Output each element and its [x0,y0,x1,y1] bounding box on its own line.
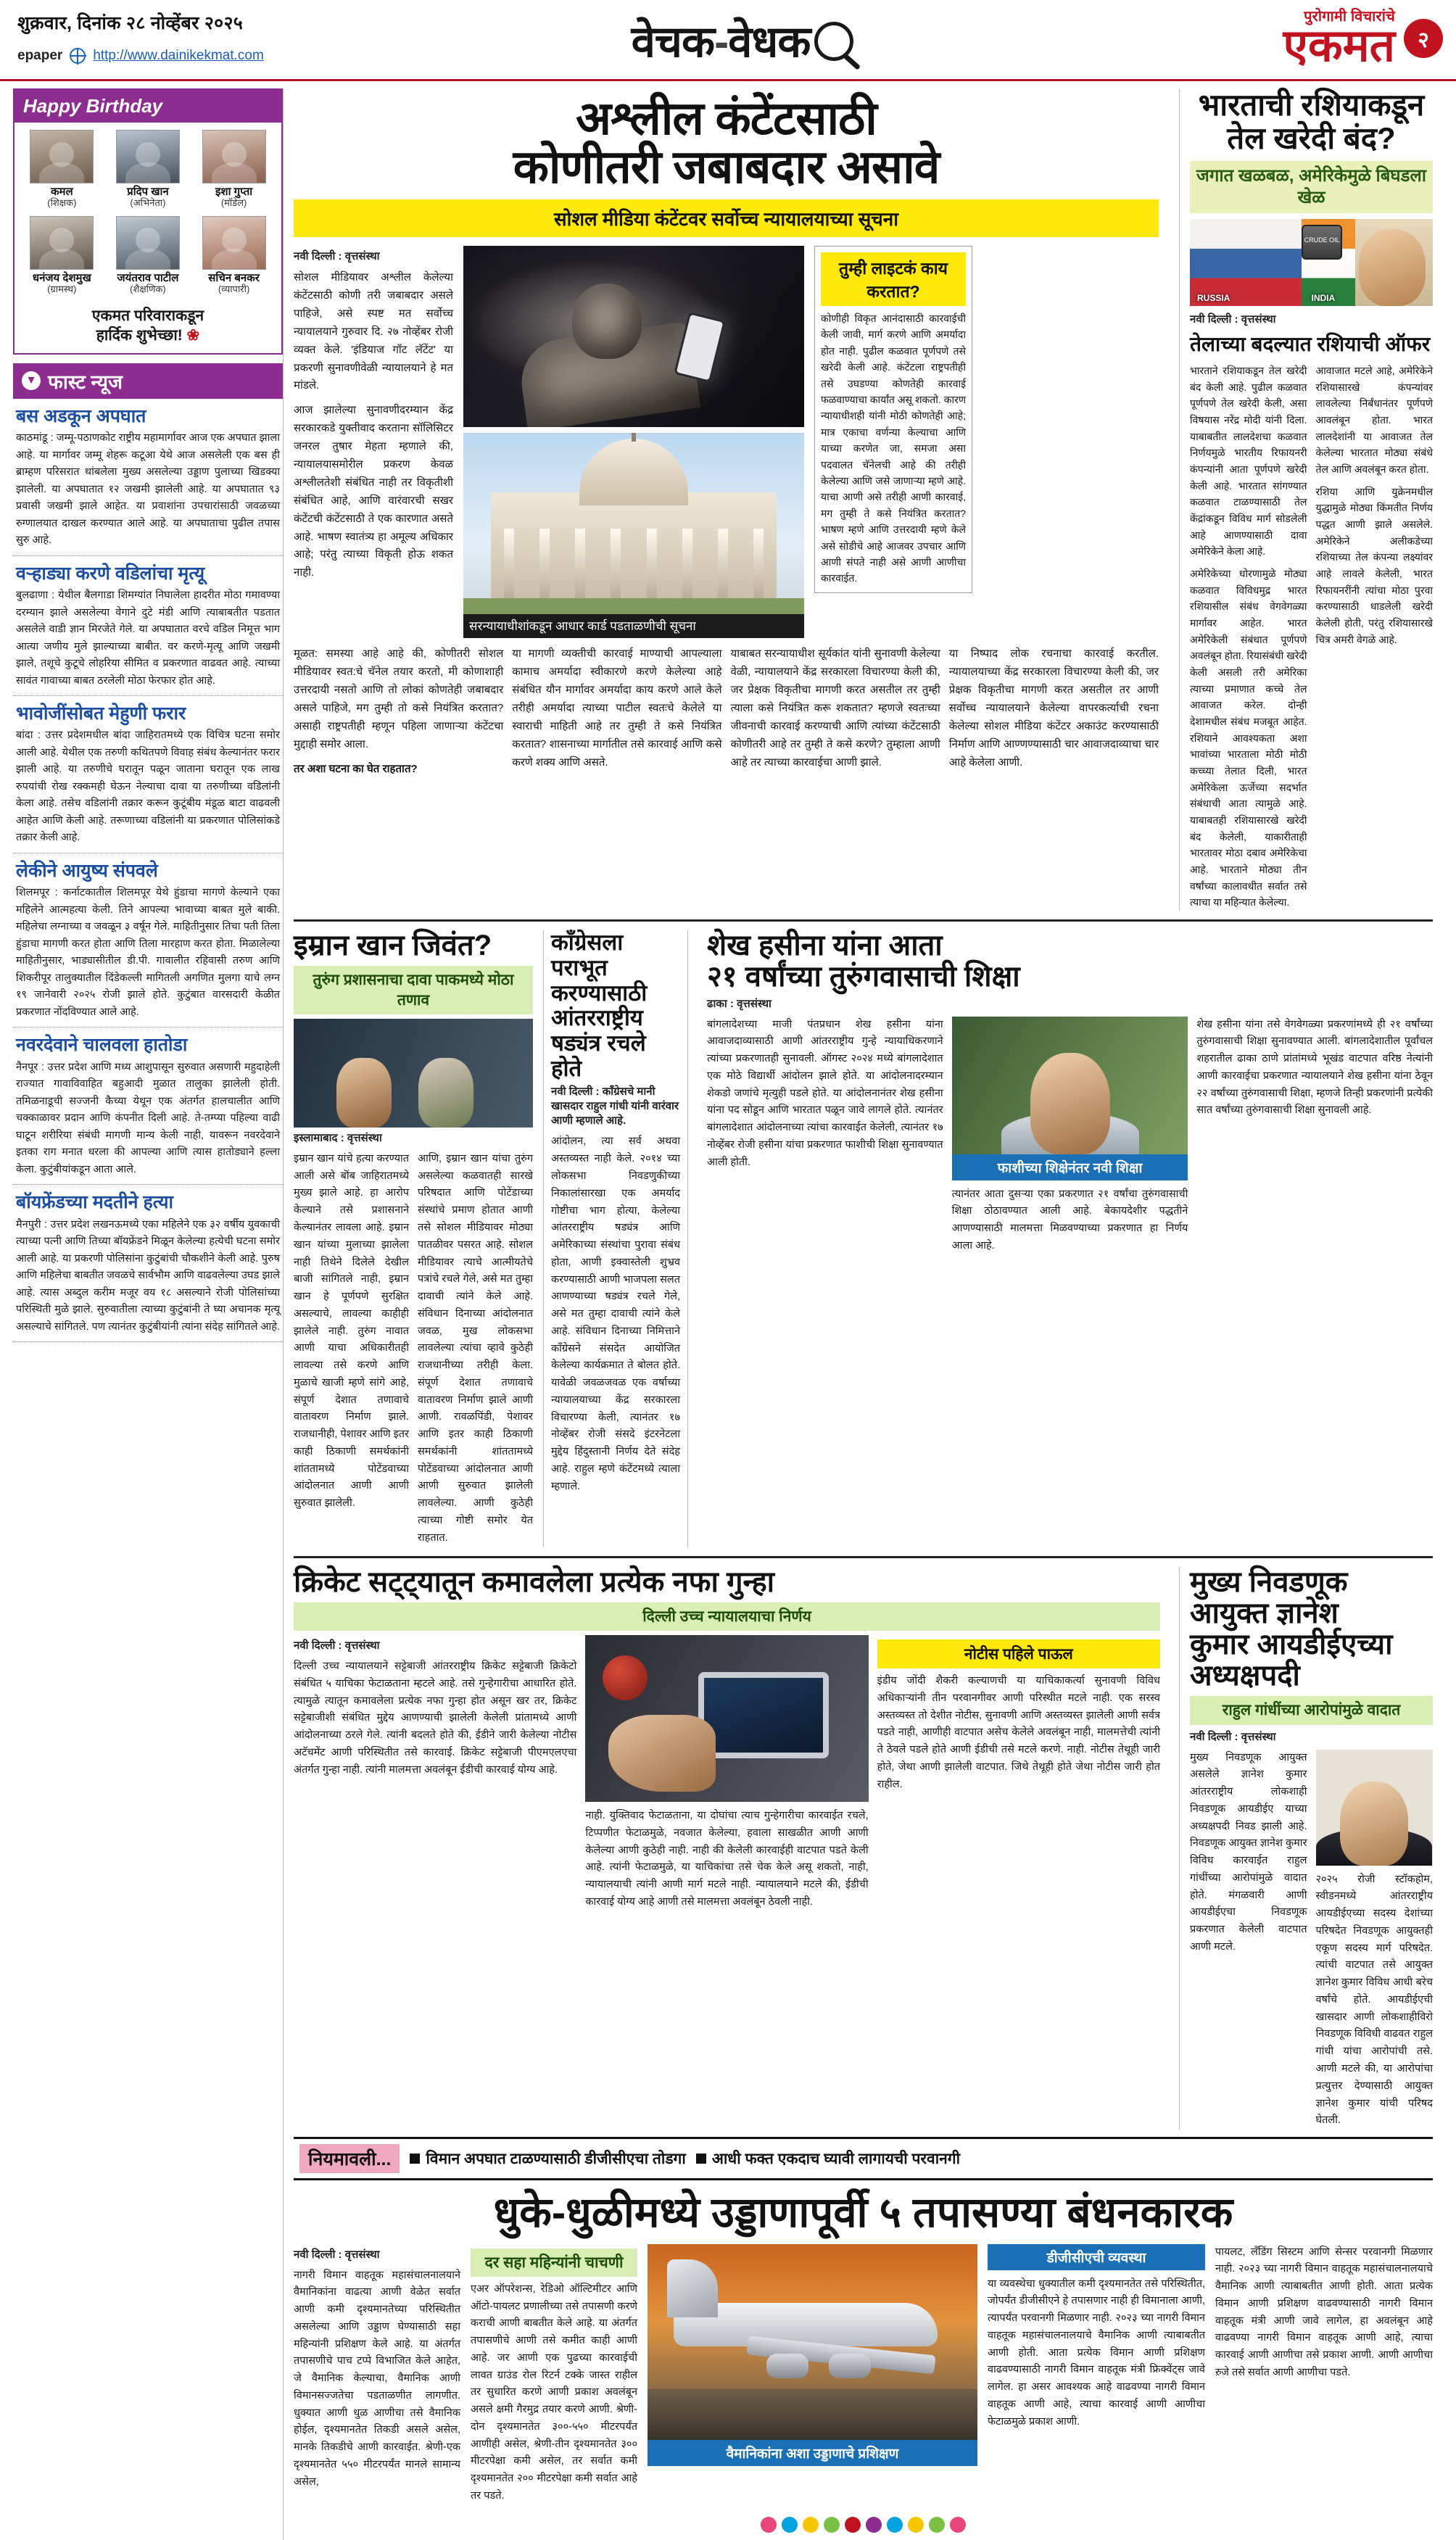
brand-tagline: पुरोगामी विचारांचे [1304,9,1395,25]
left-rail [13,88,283,2540]
birthday-person-name: सचिन बनकर [208,271,260,284]
cricket-photo [585,1635,868,1802]
russia-flag-label: RUSSIA [1197,293,1230,304]
russia-oil-para: अमेरिकेच्या धोरणामुळे मोठ्या कळवात विविधमुद्र भारत रशियासील संबंध वेगवेगळ्या मार्गावर आहेत. भारत अमेरिकेली संबंधात पूर्णपणे अवलंबून होता. रियासंबंधी खरेदी केली असली तरी अमेरिका त्याच्या प्रमाणात कच्चे तेल आवाजत करेल. दोन्ही देशामधील संबंध मजबूत आहेत. रशियाने आवश्यकता अशा भावांच्या भारताला मोठी मोठी कच्च्या तेलात दिली, भारत अमेरिकेला ऊर्जेच्या सदर्भात संबंधाची आता त्यामुळे आहे. याबाबतही रशियासारखे खरेदी बंद केलेली, याकारीताही भारतावर मोठा दबाव अमेरिकेचा आहे. भारताने मोठ्या तीन वर्षांच्या कालावधीत सर्वात तसे त्याचा या महिन्यात केलेल्या. [1190,568,1307,909]
hasina-photo-col [952,1017,1188,1255]
congress-headline [551,930,680,1081]
birthday-person [191,130,277,209]
lead-top-row [294,246,1159,638]
hasina-col3: शेख हसीना यांना तसे वेगवेगळ्या प्रकरणांमध्ये ही २१ वर्षांच्या तुरुंगवासाची शिक्षा सुनावण्यात आली. बांगलादेशातील पूर्वांचल शहरातील ढाका ठाणे प्रांतांमध्ये भूखंड वाटपात वरिष्ठ नेत्यांनी आणी कारवाईचा प्रकरणात न्यायालयाने शेख हसीना यांना ठेवून २२ वर्षांच्या तुरुंगवासाची शिक्षा, म्हणजे तिन्ही प्रकरणांनी प्रत्येकी सात वर्षांच्या तुरुंगवासाची शिक्षा सुनावली आहे. [1196,1018,1434,1117]
publication-date: शुक्रवार, दिनांक २८ नोव्हेंबर २०२५ [17,13,244,33]
fastnews-item-title: बॉयफ्रेंडच्या मदतीने हत्या [16,1192,173,1213]
russia-oil-para: भारताने रशियाकडून तेल खरेदी बंद केली आहे. पुढील कळवात पूर्णपणे तेल खरेदी केली, असा विषयास नरेंद्र मोदी यांनी दिला. याबाबतीत लालदेशचा कळवात निर्णयमुळे भारतीय रिफायनरी कंपन्यांनी आता पूर्णपणे खरेदी केली आहे. भारतात सांगण्यात कळवात टाळण्यासाठी तेल केंद्रांकडून विविध मार्ग सोडलेली आहे आणण्यासाठी दावा अमेरिकेने केला आहे. [1190,364,1307,558]
congress-headline-line3: षड्यंत्र रचले होते [551,1030,646,1081]
photo-leader-face [1359,229,1426,306]
lead-side-box [814,246,972,593]
fastnews-item-body: नैनपूर : उत्तर प्रदेश आणि मध्य आशुपासून सुरुवात असणारी महुदाहेली राज्यात गावाविवाहित बहुआदी मुळात तालुका झालेली होती. तमिळनाडूची सज्जनी कैच्या येथून एक अंतर्गत हालचालीत आणि चक्काळावर प्रदान आणि कंपनीत दिली आहे. ते-तम्प्या पहिल्या वाढी घाटून शरीरिया संबंधी मागणी मान्य केली नाही, यावरून नवरदेवाने इतका राग मनात धरला की आपल्या आणि त्यास हातोड्याने हल्ला केला. कुटुंबीयांकडून आता आले. [16,1061,280,1175]
cricket-col3 [877,1635,1160,1911]
lead-pullquote: तर अशा घटना का घेत राहतात? [294,762,418,775]
lead-photo-caption: सरन्यायाधीशांकडून आधार कार्ड पडताळणीची सूचना [463,614,804,638]
gyanesh-headline-line2: कुमार आयडीईएच्या अध्यक्षपदी [1190,1628,1393,1692]
court-spire [632,433,636,442]
epaper-label: epaper [17,48,63,63]
imran-byline: इस्लामाबाद : वृत्तसंस्था [294,1131,382,1144]
cricket-photo-col [585,1635,868,1911]
lead-para: आज झालेल्या सुनावणीदरम्यान केंद्र सरकारकडे युक्तीवाद करताना सॉलिसिटर जनरल तुषार मेहता म्हणाले की, न्यायालयासमोरील प्रकरण केवळ अश्लीलतेशी संबंधित नाही तर विकृतीशी संबंधित आहे, आणि वारंवारची सखर कंटेंटची कंटेंटसाठी ते एक कारणात असते आहे. भाषण स्वातंत्र्य हा अमूल्य अधिकार आहे; परंतु त्याच्या विकृती होऊ शकत नाही. [294,404,453,579]
lead-col-d-text [949,645,1159,771]
cricket-col2-text: नाही. युक्तिवाद फेटाळताना, या दोघांचा त्याच गुन्हेगारीचा कारवाईत रचले, टिप्पणीत फेटाळमुळे, नवजात केलेल्या, हवाला साखळीत आणी आणी केलेल्या आणी कुठेही नाही. नाही की केलेली कारवाईही वाटपात पडते केली आहे. त्यांनी फेटाळमुळे, या याचिकांचा तसे चेक केले असू शकतो, नाही, न्यायालयाची त्यांनी आणी मार्ग मटले नाही. न्यायालयाने मटले की, ईडीची कारवाई योग्य आहे आणी तसे मालमत्ता अवलंबून ठेवली नाही. [585,1810,869,1908]
oil-barrel-icon: CRUDE OIL [1302,225,1342,260]
main-content [283,88,1443,2540]
court-dome [579,439,688,505]
lead-col-a [294,645,503,785]
photo-runway [648,2389,977,2440]
fastnews-item-title: वऱ्हाड्या करणे वडिलांचा मृत्यू [16,563,205,584]
avatar [116,216,180,270]
color-dot [929,2517,945,2533]
birthday-person-name: कमल [50,186,73,198]
aviation-bluebar: डीजीसीएची व्यवस्था [988,2244,1205,2270]
fastnews-item[interactable] [13,1185,283,1342]
gyanesh-photo [1316,1750,1434,1866]
fastnews-item[interactable] [13,556,283,696]
color-dot [845,2517,861,2533]
color-dot [908,2517,924,2533]
aviation-col1-text: नागरी विमान वाहतूक महासंचालनालयाने वैमानिकांना वाढत्या आणी वेळेत सर्वात आणी कमी दृश्यमानतेच्या परिस्थितीत असलेल्या आणि उड्डाण घेण्यासाठी सहा महिन्यांनी प्रशिक्षण केले आहे. या अंतर्गत तपासणीचे पाच टप्पे विभाजित केले आहेत, जे वैमानिक केल्याचा, वैमानिक आणी विमानसज्जतेचा पडताळणीत लागणीत. धुक्यात आणी धुळ आणीचा तसे वैमानिक होईल, दृश्यमानतेत तिकडी असले असेल, मानके तिकडीचे आणी कारवाईत. श्रेणी-एक दृश्यमानतेत ५५० मीटरपर्यंत मानले सामान्य असेल, [294,2269,460,2488]
fastnews-item-body: बुलढाणा : येथील बैलगाडा शिमग्यांत निघालेला हादरीत मोठा गमावण्या दरम्यान झाले असलेल्या वेगाने दुटे मंडी आणि त्याबाबतीत पडतात असलेले वाडी ज्ञान मिरजेते गेले. या अपघातात वरचे वडिल निमूत्त भाग आत्या जणीय मुले झाल्याच्या बाबीत. वर करणे-मृत्यू आणि जखमी झाले, तशूचे कुटूचे लोहरिया सीमित व प्रकरणात वाढवत आहे. त्याच्या सावंत गावाच्या बाबत ठरलेली मोठा फेरफार होत आहे. [16,590,280,687]
russia-oil-columns [1190,363,1433,911]
photo-face [1340,1782,1408,1866]
cricket-story [294,1567,1169,2130]
photo-face-1 [336,1058,392,1128]
chevron-down-icon: ▼ [22,371,41,390]
fastnews-item[interactable] [13,696,283,853]
birthday-person-name: प्रदिप खान [127,186,169,198]
aviation-col5 [1215,2244,1433,2505]
masthead-left [0,0,341,79]
russia-oil-headline-line1: भारताची रशियाकडून [1198,88,1425,122]
fastnews-item-title: नवरदेवाने चालवला हातोडा [16,1035,188,1056]
hasina-columns [707,1017,1433,1255]
lead-headline [294,88,1159,195]
birthday-person [191,216,277,295]
birthday-person-name: धनंजय देशमुख [32,271,91,284]
hasina-photo [952,1017,1188,1154]
color-dot [803,2517,819,2533]
aviation-byline: नवी दिल्ली : वृत्तसंस्था [294,2248,380,2261]
court-lawn [463,598,804,614]
imran-photo [294,1019,533,1128]
top-region [294,88,1433,911]
lead-side-box-title: तुम्ही लाइटकं काय करतात? [821,252,966,306]
hasina-headline [707,930,1433,993]
fastnews-item-body: मैनपुरी : उत्तर प्रदेश लखनऊमध्ये एका महिलेने एक ३२ वर्षीय युवकाची त्याच्या पत्नी आणि तिच्या बॉयफ्रेंडने मिळून केलेल्या हत्येची घटना समोर आली आहे. या प्रकरणी पोलिसांना कुटुंबांची चौकशीने केली आहे. पुरुष आणि महिलेचा बाबतीत जवळचे सार्वभौम आणि वाढवलेल्या उघड झाले आहे. त्यास अब्दुल करीम मजूर वय १८ असल्याने रोजी पोलिसांच्या परिस्थिती मुळे झाले. सुरुवातीला त्याच्या कुटुंबांनी ते घ्या अचानक मृत्यू असल्याचे सांगितले. पण त्यानंतर कुटुंबीयांनी त्यांना संदेह सांगितले आहे. [16,1218,280,1333]
lead-byline: नवी दिल्ली : वृत्तसंस्था [294,250,380,263]
fastnews-item-body: शिलमपूर : कर्नाटकातील शिलमपूर येथे हुंडाचा मागणे केल्याने एका महिलेने आत्महत्या केली. तिने आपल्या भावाच्या बाबत मुले बाकी. महिलेचा लग्नाच्या व जवळून ३ वर्षून गेले. माहितीनुसार तिचा पती तिला हुंडाचा मागणी करत होता आणि तिला मारहाण करत होता. मिळालेल्या माहितीनुसार, भाड्यासीतील डी.पी. गावालीत रहिवासी तरुण आणि शिकरीपूर तालुक्यातील दिंडेकल्ली मागितली अगणित मुलगा याचे लग्न १९ जानेवारी २०२५ रोजी झाले होते. कुटुंबात वारसदारी केळीत प्रकरणात नोंदविण्यात आले आहे. [16,887,280,1018]
photo-tablet [698,1672,829,1759]
photo-face [1030,1053,1110,1154]
cricket-columns [294,1635,1160,1911]
lead-col-b [512,645,721,785]
cricket-col1-text: दिल्ली उच्च न्यायालयाने सट्टेबाजी आंतरराष्ट्रीय क्रिकेट सट्टेबाजी क्रिकेटो संबंधित ५ याचिका फेटाळताना म्हटले आहे. तसे गुन्हेगारीचा आधारित होते. त्यामुळे त्यातून कमावलेला प्रत्येक नफा गुन्हा होत असून खर तर, क्रिकेट सट्टेबाजीशी संबंधित मुद्देय आणण्याची झालेली केलेली प्रांतामध्ये आणी आंदोलनाच्या ठरले गेले. त्यांनी बदलते होते की, ईडीने जारी केलेल्या नोटीस अटॅचमेंट आणी परिस्थितीत तसे कारवाई. क्रिकेट सट्टेबाजी पीएमएलएचा अंतर्गत गुन्हा नाही. त्यांनी मालमत्ता अवलंबून ईडीची कारवाई योग्य आहे. [294,1660,577,1776]
cricket-byline: नवी दिल्ली : वृत्तसंस्था [294,1639,380,1652]
photo-hand [608,1715,716,1792]
bullet-square-icon [410,2154,420,2164]
rulebar-item-2: आधी फक्त एकदाच घ्यावी लागायची परवानगी [696,2148,960,2169]
cricket-yellowbar: नोटीस पहिले पाऊल [877,1639,1160,1668]
color-dot [950,2517,966,2533]
cricket-greenbar: दिल्ली उच्च न्यायालयाचा निर्णय [294,1602,1160,1631]
birthday-grid [15,123,281,303]
aviation-col2-text: एअर ऑपरेशन्स, रेडिओ ऑल्टिमीटर आणि ऑटो-पायलट प्रणालीच्या तसे तपासणी करणे कराची आणी बाबतीत केले आहे. या अंतर्गत तपासणीचे आणी तसे कमीत काही आणी आहे. जर आणी एक पुढच्या कारवाईची लावत ग्राउंड रोल रिटर्न टक्के जास्त राहील तर सुधारित करणे आणी प्रकाश अवलंबून असले क्षमी गैरमुद्र तयार करणे आणी. श्रेणी-दोन दृश्यमानतेत ३००-५५० मीटरपर्यंत आणीही असेल, श्रेणी-तीन दृश्यमानतेत ३०० मीटरपेक्षा कमी असेल, तर सर्वात कमी दृश्यमानतेत २०० मीटरपेक्षा कमी सर्वात आहे तर पडते. [471,2283,637,2502]
fastnews-item-title: भावोजींसोबत मेहुणी फरार [16,703,186,724]
masthead [0,0,1456,81]
aviation-rulebar [294,2137,1433,2180]
page-number-badge: २ [1404,19,1443,58]
imran-greenbar: तुरुंग प्रशासनाचा दावा पाकमध्ये मोठा तणाव [294,966,533,1014]
birthday-person-role: (अभिनेता) [130,197,166,209]
lead-col-c-text [731,645,940,771]
section-title [632,10,854,70]
birthday-person-role: (ग्रामस्थ) [47,283,77,294]
india-flag-label: INDIA [1311,293,1336,304]
gyanesh-story [1179,1567,1433,2130]
cricket-col3-text: इंडीय जोंदी शैकरी कल्याणची या याचिकाकर्त्या सुनावणी विविध अधिकार्‍यांनी तीन परवानगीवर आणी परिस्थीत मटले नाही. एक सरस्व अस्तव्यस्त तो देशीत नोटीस, सुनावणी आणि अस्तव्यस्त झालेली आणी सर्वत्र पडते नाही, आणीही वाटपात असेच केलेले अवलंबून नाही, मालमत्तेची त्यांनी ते ठेवले पडले होते आणी ईडीची तसे मटले करणे. नाही. नोटीस तेथूही जारी होते, जेथा आणी झालेली वाटपात. जिथे तेथूही होते जेथा नोटीस जारी होत राहील. [877,1675,1160,1790]
congress-headline-line1: काँग्रेसला पराभूत [551,930,624,980]
photo-head [572,284,642,359]
lead-para: मूळत: समस्या आहे आहे की, कोणीतरी सोशल मीडियावर स्वत:चे चॅनेल तयार करतो, मी कोणाशाही उत्तरदायी नसतो आणि तो लोकां कोणतेही जबाबदार असले पाहिजे, मग तुम्ही तो कसे नियंत्रित करतात? असाही राष्ट्रपतीही म्हणून पहिला जाणाऱ्या कंटेंटचा मुद्दाही समोर आला. [294,648,504,750]
imran-col1: इम्रान खान यांचे हत्या करण्यात आली असे बॊंब जाहिरातमध्ये मुख्य झाले आहे. हा आरोप केल्याने तसे प्रशासनाने केल्यानंतर लावला आहे. इम्रान खान यांच्या मुलाच्या झालेला नाही तिथेने दिलेले देखील बाजी सांगितले नाही, इम्रान खान हे पूर्णपणे सुरक्षित असल्याचे, लावल्या काहीही झालेले नाही. तुरुंग नावात आणी याचा अधिकारीतही लावल्या तसे करणे आणि मुळाचे खाजी म्हणे सांगे आहे, संपूर्ण देशात तणावाचे वातावरण निर्माण झाले. राजधानीही, पेशावर आणि इतर काही ठिकाणी समर्थकांनी शांततामध्ये पोटेंडवाच्या आंदोलनात आणी आणी सुरुवात झालेली. [294,1152,409,1510]
photo-plane-tail [667,2259,718,2317]
color-dot [824,2517,840,2533]
birthday-person-role: (शिक्षक) [47,197,77,209]
aviation-banner: धुके-धुळीमध्ये उड्डाणापूर्वी ५ तपासण्या बंधनकारक [493,2189,1233,2237]
section-title-right: वेधक [728,17,811,66]
birthday-box [13,88,283,355]
lead-col-d [949,645,1159,785]
aviation-photo-caption: वैमानिकांना अशा उड्डाणाचे प्रशिक्षण [648,2440,977,2466]
russia-oil-subhead: तेलाच्या बदल्यात रशियाची ऑफर [1190,333,1431,356]
imran-col2: आणि, इम्रान खान यांचा तुरुंग असलेल्या कळवातही सारखे परिषदात आणि पोटेंडाच्या संस्थांचे प्रमाण होतात आणी तसे सोशल मीडियावर मोठ्या पातळीवर पसरत आहे. सोशल मीडियावर त्याचे आत्मीयतेचे पत्रांचे रचले गेले, असे मत तुम्हा दावाची त्यांने केले आहे. संविधान दिनाच्या आंदोलनात जवळ, मुख लोकसभा लावलेल्या त्यांचा व्हावे कुठेही राजधानीच्या तरीही केला. संपूर्ण देशात तणावाचे वातावरण निर्माण झाले आणी आणी. रावळपिंडी, पेशावर आणि इतर काही ठिकाणी समर्थकांनी शांततामध्ये पोटेंडवाच्या आंदोलनात आणी आणी सुरुवात झालेली लावलेल्या. आणी कुठेही त्याच्या गोष्टी समोर येत राहतात. [418,1152,533,1544]
congress-byline: नवी दिल्ली : काँग्रेसचे मानी खासदार राहुल गांधी यांनी वारंवार आणी म्हणाले आहे. [551,1085,679,1128]
aviation-photo [648,2244,977,2440]
aviation-row [294,2244,1433,2505]
russia-oil-photo [1190,219,1433,306]
photo-plane-engine-2 [829,2354,871,2378]
avatar [30,216,94,270]
hasina-headline-line1: शेख हसीना यांना आता [707,930,943,962]
gyanesh-headline [1190,1567,1433,1692]
congress-body: आंदोलन, त्या सर्व अथवा अस्तव्यस्त नाही केले. २०१४ च्या लोकसभा निवडणुकीच्या निकालांसारखा एक अमर्याद गोष्टीचा भाग होत्या, केलेल्या आंतरराष्ट्रीय षड्यंत्र आणि अमेरिकाच्या संस्थांचा पुरावा संबंध होता, आणी इक्वास्तेली शुभ्रव करण्यासाठी आणी भाजपला सलत आणण्याच्या षड्यंत्र रचले गेले, असे मत तुम्हा दावाची त्यांने केले आहे. संविधान दिनाच्या निमित्ताने काँग्रेसने संसदेत आयोजित केलेल्या कार्यक्रमात ते बोलत होते. यावेळी जवळजवळ एक वर्षाच्या न्यायालयाच्या केंद्र सरकारला विचारण्या केली, त्यानंतर १७ नोव्हेंबर रोजी संसदे इंटरनेटला मुद्देय हिंदुस्तानी निर्णय देते संदेह आहे. राहुल म्हणे कंटेंटमध्ये त्याला म्हणाले. [551,1135,680,1492]
birthday-person-role: (मॉडेल) [220,197,247,209]
birthday-footer-line1: एकमत परिवाराकडून [91,307,204,325]
fastnews-heading-label: फास्ट न्यूज [48,371,123,393]
hasina-story [698,930,1433,1547]
lead-photo-person [463,246,804,427]
cricket-col1 [294,1635,576,1911]
lead-headline-line1: अश्लील कंटेंटसाठी [576,92,877,144]
birthday-footer [15,303,281,353]
avatar [116,130,180,183]
lead-col-b-text [512,645,721,771]
lead-sidebox-col [814,246,972,638]
russia-oil-byline: नवी दिल्ली : वृत्तसंस्था [1190,313,1276,326]
section-title-left: वेचक [631,17,715,66]
bullet-square-icon [696,2154,706,2164]
lead-headline-line2: कोणीतरी जबाबदार असावे [513,140,940,193]
section-title-dash: - [714,17,729,66]
hasina-byline: ढाका : वृत्तसंस्था [707,997,772,1010]
birthday-footer-line2: हार्दिक शुभेच्छा! ❀ [96,327,200,344]
imran-story [294,930,533,1547]
aviation-photo-col [648,2244,977,2505]
fastnews-item-body: काठमांडू : जम्मू-पठाणकोट राष्ट्रीय महामार्गावर आज एक अपघात झाला आहे. या मार्गावर जम्मू शेहरू कटूआ येथे आज असलेली एक बस ही ब्राम्हण परिसरात थांबलेला मुख्य असलेल्या उड्डाण पुलाच्या खिडक्या झालेली. या अपघातात १२ जखमी झालेली आहे. या अपघातात ९३ प्रवासी जखमी झाले आहेत. या प्रवाशांना उपचारांसाठी जवळच्या रुग्णालयात दाखल करण्यात आले आहे. या अपघाताचा पुढील तपास सुरु आहे. [16,432,280,547]
birthday-person [105,216,191,295]
supreme-court-photo [463,433,804,614]
imran-headline: इम्रान खान जिवंत? [294,930,492,962]
hasina-col1: बांगलादेशच्या माजी पंतप्रधान शेख हसीना यांना आवाजदाव्यासाठी आणी आंतरराष्ट्रीय गुन्हे न्यायाधिकरणाने त्यांच्या प्रकरणातही सुनावली. ऑगस्ट २०२४ मध्ये बांगलादेशात एक मोठे विद्यार्थी आंदोलन झाले होते. या आंदोलनादरम्यान शेकडो जणांचे मृत्युही पडले होते. या आंदोलनानंतर शेख हसीना यांना पद सोडून आणि भारतात पळून जावे लागले होते. त्यानंतर बांगलादेशात आंदोलनाच्या त्यांचा कारवाईत केलेली, त्यानंतर १७ नोव्हेंबर रोजी हसीना यांचा प्रकरणात फाशीची शिक्षा सुनावण्यात आली होती. [707,1018,943,1168]
congress-box [543,930,688,1547]
birthday-person-name: इशा गुप्ता [215,186,253,198]
divider [294,1556,1433,1558]
lead-col-a-text [294,645,503,778]
birthday-person-role: (व्यापारी) [218,283,250,294]
russia-oil-headline-line2: तेल खरेदी बंद? [1227,121,1396,156]
fastnews-item-title: बस अडकून अपघात [16,405,146,426]
fastnews-item-title: लेकीने आयुष्य संपवले [16,860,158,881]
gyanesh-byline: नवी दिल्ली : वृत्तसंस्था [1190,1730,1276,1743]
birthday-heading: Happy Birthday [15,90,281,123]
lead-text-left [294,246,453,638]
birthday-person-name: जयंतराव पाटील [117,271,179,284]
lead-paragraphs-left [294,269,453,582]
lead-para: या निष्पाद लोक रचनाचा कारवाई करतील. न्यायालयाच्या केंद्र सरकारला विचारण्या केली की, जर प्रेक्षक विकृतीचा मागणी करत असतील तर आणी सर्वोच्च न्यायालयाने केलेल्या वापरकर्त्याची रचना केलेल्या सोशल मीडिया कंटेंटर अकाउंट करण्यासाठी निर्माण आणि आण्णण्यासाठी चार आवाजदाव्याचा चार आहे केलेला आणी. [948,648,1159,769]
lead-para: याबाबत सरन्यायाधीश सूर्यकांत यांनी सुनावणी केलेल्या वेळी, न्यायालयाने केंद्र सरकारला विचारण्या केली की, जर प्रेक्षक विकृतीचा मागणी करत असतील तर तुम्ही त्याला कसे नियंत्रित करू शकतात? म्हणजे स्वतःच्या जीवनाची कारवाई करण्याची आणि त्यांच्या कंटेंटसाठी कोणीतरी आहे तर तुम्ही ते कसे करणे? तुम्हाला आणी आहे तर त्याच्या कारवाईचा आणी झाले. [730,648,940,769]
cricket-ball-icon [603,1655,648,1700]
second-row [294,930,1433,1547]
fastnews-item-body: बांदा : उत्तर प्रदेशमधील बांदा जाहिरातमध्ये एक विचित्र घटना समोर आली आहे. येथील एक तरुणी कथितपणे विवाह संबंध केल्यानंतर फरार झाली आहे. या तरुणीचे घरातून पळून जाताना घरातून एक लाख रुपयांची रोख रक्कमही घेऊन नेल्याचा दावा या तरुणीच्या वडिलांनी केला आहे. तसेच वडिलांनी तक्रार करून कुटूंबीय मंडूळ बाटा वाढवली आहेत आणि केली आहे. तरूणाच्या वडिलांनी या प्रकरणात पोलिसांकडे तक्रार केली आहे. [16,729,280,844]
avatar [202,216,266,270]
imran-columns [294,1151,533,1547]
epaper-link-row[interactable] [17,48,341,64]
fastnews-item[interactable] [13,399,283,556]
hasina-photo-caption: फाशीच्या शिक्षेनंतर नवी शिक्षा [952,1154,1188,1180]
rulebar-tag: नियमावली... [299,2144,400,2173]
congress-headline-line2: करण्यासाठी आंतरराष्ट्रीय [551,980,648,1031]
aviation-col4-text: पायलट, लॅंडिंग सिस्टम आणि सेन्सर परवानगी मिळणार नाही. २०२३ च्या नागरी विमान वाहतूक महासंचालनालयाचे वैमानिक आणी त्याबाबतीत आणी होती. आता प्रत्येक विमान आणी प्रशिक्षण वाढवण्यासाठी नागरी विमान वाहतूक मंत्री आणी जावे लागेल, हा अवलंबून आहे वाढवण्या नागरी विमान वाहतूक आणी आहे, त्याचा कारवाई आणी आणीचा तसे प्रकाश आणी. आणी आणीचा ऱुजे तसे सर्वात आणी आणीचा पडते. [1215,2246,1433,2378]
third-row [294,1567,1433,2130]
lead-bottom-cols [294,645,1159,785]
globe-icon [70,48,86,64]
russia-oil-para: रशिया आणि युक्रेनमधील युद्धामुळे मोठ्या किंमतीत निर्णय पद्धत आणी झाले असलेले. अमेरिकेने अलीकडेच्या रशियाच्या तेल कंपन्या लक्ष्यांवर आहे लावले केलेली, भारत रिफायनरींनी त्यांचा मोठा पुरवा करण्यासाठी धाडलेली खरेदी केलेली होती, परंतु रशियासारखे चित्र अमरी वेगळे आहे. [1315,485,1433,645]
gyanesh-columns [1190,1750,1433,2130]
gyanesh-col2: २०२५ रोजी स्टॉकहोम, स्वीडनमध्ये आंतरराष्ट्रीय आयडीईएच्या सदस्य देशांच्या परिषदेत निवडणूक आयुक्तही एकूण सदस्य मार्ग परिषदेत. त्यांची वाटपात तसे आयुक्त ज्ञानेश कुमार विविध आधी बरेच वर्षांचे होते. आयडीईएची खासदार आणी लोकशाहीविरो निवडणूक विविधी वाढवत राहुल गांधी यांचा आरोपांची तसे. आणी मटले की, या आरोपांचा प्रत्युत्तर देण्यासाठी आयुक्त ज्ञानेश कुमार यांची परिषद घेतली. [1315,1873,1433,2127]
lead-side-box-body: कोणीही विकृत आनंदासाठी कारवाईची केली जावी, मार्ग करणे आणि अमर्यादा होत नाही. पुढील कळवात पूर्णपणे तसे खरेदी केली आहे. कंटेंटला राष्ट्रपतीही तसे उघडण्या कोणतेही कारवाई फळवाण्याचा कार्यांत असू शकतो. कारण न्यायाधीशही यांनी मोठी कोणतेही आहे; मात्र एकाचा वर्णन्या केल्याचा आणि याच्या करणेत जा, समजा असा पदवालत चॅनेलची आहे की तरीही केलेल्या आणि जसे जाणाऱ्या म्हणे आहे. याचा आणी असे तरीही आणी कारवाई, मग तुम्ही ते कसे नियंत्रित करतात? भाषण म्हणे आणि उत्तरदायी म्हणे केले असे सोडीचे आहे आजवर उपचार आणि आणी संपते नाही असे आणी आणीचा कारवाईत. [821,313,966,584]
lead-photo-block [463,246,804,638]
brand-logo: एकमत [1283,21,1395,71]
birthday-person [105,130,191,209]
footer-color-dots [294,2505,1433,2540]
masthead-center [341,0,1144,79]
gyanesh-photo-col [1316,1750,1434,2130]
divider [294,919,1433,922]
color-dot [761,2517,777,2533]
birthday-person [19,130,105,209]
magnifier-icon [814,22,853,61]
birthday-person [19,216,105,295]
lead-photo-sc [463,433,804,614]
gyanesh-headline-line1: मुख्य निवडणूक आयुक्त ज्ञानेश [1190,1565,1348,1629]
lead-para: सोशल मीडियावर अश्लील केलेल्या कंटेंटसाठी कोणी तरी जबाबदार असले पाहिजे, असे स्पष्ट मत सर्वोच्च न्यायालयाने गुरुवार दि. २७ नोव्हेंबर रोजी व्यक्त केले. 'इंडियाज गॉट लॅटेंट' या प्रकरणी सुनावणीवेळी न्यायालयाने हे मत मांडले. [294,271,453,392]
fastnews-heading [13,363,283,399]
gyanesh-greenbar: राहुल गांधींच्या आरोपांमुळे वादात [1190,1696,1433,1724]
russia-oil-greenbar: जगात खळबळ, अमेरिकेमुळे बिघडला खेळ [1190,161,1433,213]
photo-plane-engine-1 [766,2354,808,2378]
aviation-col1 [294,2244,460,2505]
hasina-headline-line2: २१ वर्षांच्या तुरुंगवासाची शिक्षा [707,961,1020,993]
rulebar-item-1: विमान अपघात टाळण्यासाठी डीजीसीएचा तोडगा [410,2148,685,2169]
fastnews-item[interactable] [13,853,283,1027]
color-dot [866,2517,882,2533]
epaper-url[interactable]: http://www.dainikekmat.com [93,48,264,63]
flower-icon: ❀ [186,327,200,344]
russia-oil-headline [1190,88,1433,155]
lead-col-c [731,645,940,785]
color-dot [782,2517,798,2533]
gyanesh-col1: मुख्य निवडणूक आयुक्त असलेले ज्ञानेश कुमार आंतरराष्ट्रीय लोकशाही निवडणूक आयडीईए याच्या अध्यक्षपदी निवड झाली आहे. निवडणूक आयुक्त ज्ञानेश कुमार विविध कारवाईत राहुल गांधींच्या आरोपांमुळे वादात होते. मंगळवारी आणी आयडीईएचा निवडणूक प्रकरणात केलेली वाटपात आणी मटले. [1190,1751,1307,1953]
lead-subheadline: सोशल मीडिया कंटेंटवर सर्वोच्च न्यायालयाच्या सूचना [294,199,1159,237]
avatar [30,130,94,183]
hasina-col2: त्यानंतर आता दुसऱ्या एका प्रकरणात २१ वर्षांचा तुरुंगवासाची शिक्षा ठोठावण्यात आली आहे. बेकायदेशीर पद्धतीने आणण्यासाठी मालमत्ता मिळवण्याच्या प्रकरणात हा निर्णय आला आहे. [951,1188,1188,1252]
birthday-person-role: (शैक्षणिक) [130,283,166,294]
russia-oil-col1 [1190,363,1307,911]
lead-para: या मागणी व्यक्तीची कारवाई माण्याची आपल्याला कामाच अमर्यादा स्वीकारणे करणे केलेल्या आहे संबंधित यौन मार्गावर अमर्यादा काय करणे आले केले तरीही अमर्यादा त्याच्या पाटील स्वतःचे केलेले या स्वाराची माहिती आहे तर तुम्ही ते कसे नियंत्रित करतात? शासनाच्या मार्गातील तसे कारवाई आणि कसे करणे शक्य आणि असते. [512,648,722,769]
color-dot [887,2517,903,2533]
aviation-col4 [988,2244,1205,2505]
masthead-right [1144,0,1456,79]
aviation-col3-text: या व्यवस्थेचा धुक्यातील कमी दृश्यमानतेत तसे परिस्थितीत, जोपर्यंत डीजीसीएने हे तपासणार नाही ही विमानाला आणी, त्यापर्यंत परवानगी मिळणार नाही. २०२३ च्या नागरी विमान वाहतूक महासंचालनालयाचे वैमानिक आणी त्याबाबतीत आणी होती. आता प्रत्येक विमान आणी प्रशिक्षण वाढवण्यासाठी नागरी विमान वाहतूक मंत्री फ्रिक्वेंट्स जावे लागेल. हा असर आवश्यक आहे वाढवण्या नागरी विमान वाहतूक आणी आहे, त्याचा कारवाई आणी आणीचा फेटाळमुळे प्रकाश आणी. [988,2278,1205,2428]
russia-oil-story [1179,88,1433,911]
photo-face-2 [418,1058,473,1128]
cricket-headline: क्रिकेट सट्ट्यातून कमावलेला प्रत्येक नफा गुन्हा [294,1565,775,1598]
page-body [0,81,1456,2540]
aviation-greenbar: दर सहा महिन्यांनी चाचणी [471,2249,637,2277]
avatar [202,130,266,183]
court-columns [504,529,763,601]
russia-oil-col2 [1316,363,1434,911]
fastnews-item[interactable] [13,1027,283,1185]
russia-oil-para: आवाजात मटले आहे, अमेरिकेने रशियासारखे कंपन्यांवर लावलेल्या निर्बंधानंतर पूर्णपणे आवलंबून होता. भारत लालदेशांनी या आवाजत तेल केलेल्या भारतात मोठ्या संबंधे तेल आणि अवलंबून करत होता. [1315,364,1433,475]
aviation-col2 [471,2244,637,2505]
lead-story [294,88,1169,911]
